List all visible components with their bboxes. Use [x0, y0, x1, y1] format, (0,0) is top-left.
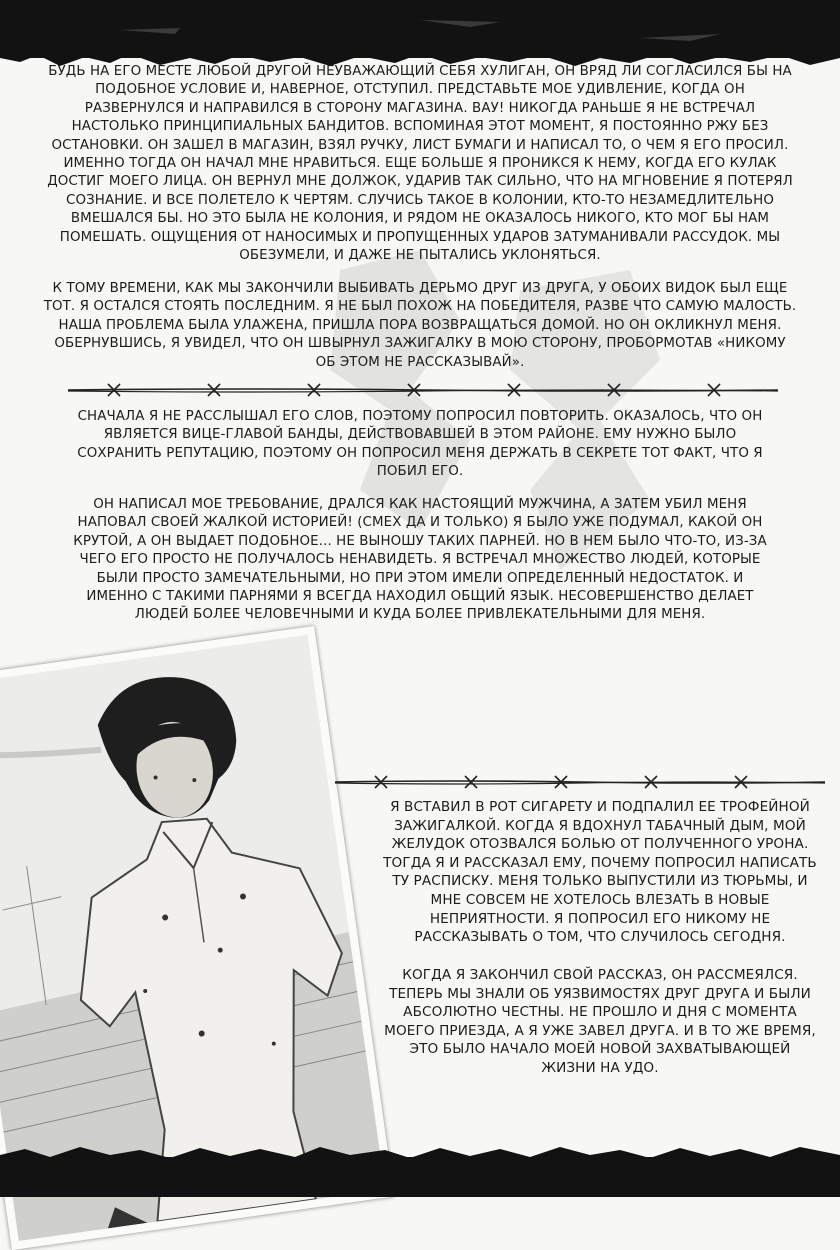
paragraph-5: Я ВСТАВИЛ В РОТ СИГАРЕТУ И ПОДПАЛИЛ ЕЕ ТРОФЕЙНОЙ ЗАЖИГАЛКОЙ. КОГДА Я ВДОХНУЛ ТАБАЧНЫЙ ДЫМ, МОЙ ЖЕЛУДОК ОТОЗВАЛСЯ БОЛЬЮ ОТ ПОЛУЧЕННОГО УРОНА. ТОГДА Я И РАССКАЗАЛ ЕМУ, ПОЧЕМУ ПОПРОСИЛ НАПИСАТЬ ТУ РАСПИСКУ. МЕНЯ ТОЛЬКО ВЫПУСТИЛИ ИЗ ТЮРЬМЫ, И МНЕ СОВСЕМ НЕ ХОТЕЛОСЬ ВЛЕЗАТЬ В НОВЫЕ НЕПРИЯТНОСТИ. Я ПОПРОСИЛ ЕГО НИКОМУ НЕ РАССКАЗЫВАТЬ О ТОМ, ЧТО СЛУЧИЛОСЬ СЕГОДНЯ. — [383, 799, 817, 946]
barbed-wire-divider-2 — [335, 772, 825, 792]
grunge-bottom-border — [0, 1157, 840, 1197]
paragraph-2: К ТОМУ ВРЕМЕНИ, КАК МЫ ЗАКОНЧИЛИ ВЫБИВАТЬ ДЕРЬМО ДРУГ ИЗ ДРУГА, У ОБОИХ ВИДОК БЫЛ ЕЩЕ ТОТ. Я ОСТАЛСЯ СТОЯТЬ ПОСЛЕДНИМ. Я НЕ БЫЛ ПОХОЖ НА ПОБЕДИТЕЛЯ, РАЗВЕ ЧТО САМУЮ МАЛОСТЬ. НАША ПРОБЛЕМА БЫЛА УЛАЖЕНА, ПРИШЛА ПОРА ВОЗВРАЩАТЬСЯ ДОМОЙ. НО ОН ОКЛИКНУЛ МЕНЯ. ОБЕРНУВШИСЬ, Я УВИДЕЛ, ЧТО ОН ШВЫРНУЛ ЗАЖИГАЛКУ В МОЮ СТОРОНУ, ПРОБОРМОТАВ «НИКОМУ ОБ ЭТОМ НЕ РАССКАЗЫВАЙ». — [43, 281, 797, 370]
barbed-wire-divider-1 — [68, 380, 778, 400]
paragraph-3: СНАЧАЛА Я НЕ РАССЛЫШАЛ ЕГО СЛОВ, ПОЭТОМУ ПОПРОСИЛ ПОВТОРИТЬ. ОКАЗАЛОСЬ, ЧТО ОН ЯВЛЯЕТСЯ ВИЦЕ-ГЛАВОЙ БАНДЫ, ДЕЙСТВОВАВШЕЙ В ЭТОМ РАЙОНЕ. ЕМУ НУЖНО БЫЛО СОХРАНИТЬ РЕПУТАЦИЮ, ПОЭТОМУ ОН ПОПРОСИЛ МЕНЯ ДЕРЖАТЬ В СЕКРЕТЕ ТОТ ФАКТ, ЧТО Я ПОБИЛ ЕГО. — [77, 409, 763, 480]
paragraph-1: БУДЬ НА ЕГО МЕСТЕ ЛЮБОЙ ДРУГОЙ НЕУВАЖАЮЩИЙ СЕБЯ ХУЛИГАН, ОН ВРЯД ЛИ СОГЛАСИЛСЯ БЫ НА ПОДОБНОЕ УСЛОВИЕ И, НАВЕРНОЕ, ОТСТУПИЛ. ПРЕДСТАВЬТЕ МОЕ УДИВЛЕНИЕ, КОГДА ОН РАЗВЕРНУЛСЯ И НАПРАВИЛСЯ В СТОРОНУ МАГАЗИНА. ВАУ! НИКОГДА РАНЬШЕ Я НЕ ВСТРЕЧАЛ НАСТОЛЬКО ПРИНЦИПИАЛЬНЫХ БАНДИТОВ. ВСПОМИНАЯ ЭТОТ МОМЕНТ, Я ПОСТОЯННО РЖУ БЕЗ ОСТАНОВКИ. ОН ЗАШЕЛ В МАГАЗИН, ВЗЯЛ РУЧКУ, ЛИСТ БУМАГИ И НАПИСАЛ ТО, О ЧЕМ Я ЕГО ПРОСИЛ. ИМЕННО ТОГДА ОН НАЧАЛ МНЕ НРАВИТЬСЯ. ЕЩЕ БОЛЬШЕ Я ПРОНИКСЯ К НЕМУ, КОГДА ЕГО КУЛАК ДОСТИГ МОЕГО ЛИЦА. ОН ВЕРНУЛ МНЕ ДОЛЖОК, УДАРИВ ТАК СИЛЬНО, ЧТО НА МГНОВЕНИЕ Я ПОТЕРЯЛ СОЗНАНИЕ. И ВСЕ ПОЛЕТЕЛО К ЧЕРТЯМ. СЛУЧИСЬ ТАКОЕ В КОЛОНИИ, КТО-ТО НЕЗАМЕДЛИТЕЛЬНО ВМЕШАЛСЯ БЫ. НО ЭТО БЫЛА НЕ КОЛОНИЯ, И РЯДОМ НЕ ОКАЗАЛОСЬ НИКОГО, КТО МОГ БЫ НАМ ПОМЕШАТЬ. ОЩУЩЕНИЯ ОТ НАНОСИМЫХ И ПРОПУЩЕННЫХ УДАРОВ ЗАТУМАНИВАЛИ РАССУДОК. МЫ ОБЕЗУМЕЛИ, И ДАЖЕ НЕ ПЫТАЛИСЬ УКЛОНЯТЬСЯ. — [47, 64, 793, 264]
paragraph-4: ОН НАПИСАЛ МОЕ ТРЕБОВАНИЕ, ДРАЛСЯ КАК НАСТОЯЩИЙ МУЖЧИНА, А ЗАТЕМ УБИЛ МЕНЯ НАПОВАЛ СВОЕЙ ЖАЛКОЙ ИСТОРИЕЙ! (СМЕХ ДА И ТОЛЬКО) Я БЫЛО УЖЕ ПОДУМАЛ, КАКОЙ ОН КРУТОЙ, А ОН ВЫДАЕТ ПОДОБНОЕ... НЕ ВЫНОШУ ТАКИХ ПАРНЕЙ. НО В НЕМ БЫЛО ЧТО-ТО, ИЗ-ЗА ЧЕГО ЕГО ПРОСТО НЕ ПОЛУЧАЛОСЬ НЕНАВИДЕТЬ. Я ВСТРЕЧАЛ МНОЖЕСТВО ЛЮДЕЙ, КОТОРЫЕ БЫЛИ ПРОСТО ЗАМЕЧАТЕЛЬНЫМИ, НО ПРИ ЭТОМ ИМЕЛИ ОПРЕДЕЛЕННЫЙ НЕДОСТАТОК. И ИМЕННО С ТАКИМИ ПАРНЯМИ Я ВСЕГДА НАХОДИЛ ОБЩИЙ ЯЗЫК. НЕСОВЕРШЕНСТВО ДЕЛАЕТ ЛЮДЕЙ БОЛЕЕ ЧЕЛОВЕЧНЫМИ И КУДА БОЛЕЕ ПРИВЛЕКАТЕЛЬНЫМИ ДЛЯ МЕНЯ. — [73, 497, 767, 623]
grunge-top-border — [0, 0, 840, 58]
paragraph-6: КОГДА Я ЗАКОНЧИЛ СВОЙ РАССКАЗ, ОН РАССМЕЯЛСЯ. ТЕПЕРЬ МЫ ЗНАЛИ ОБ УЯЗВИМОСТЯХ ДРУГ ДРУГА И БЫЛИ АБСОЛЮТНО ЧЕСТНЫ. НЕ ПРОШЛО И ДНЯ С МОМЕНТА МОЕГО ПРИЕЗДА, А Я УЖЕ ЗАВЕЛ ДРУГА. И В ТО ЖЕ ВРЕМЯ, ЭТО БЫЛО НАЧАЛО МОЕЙ НОВОЙ ЗАХВАТЫВАЮЩЕЙ ЖИЗНИ НА УДО. — [384, 967, 816, 1076]
